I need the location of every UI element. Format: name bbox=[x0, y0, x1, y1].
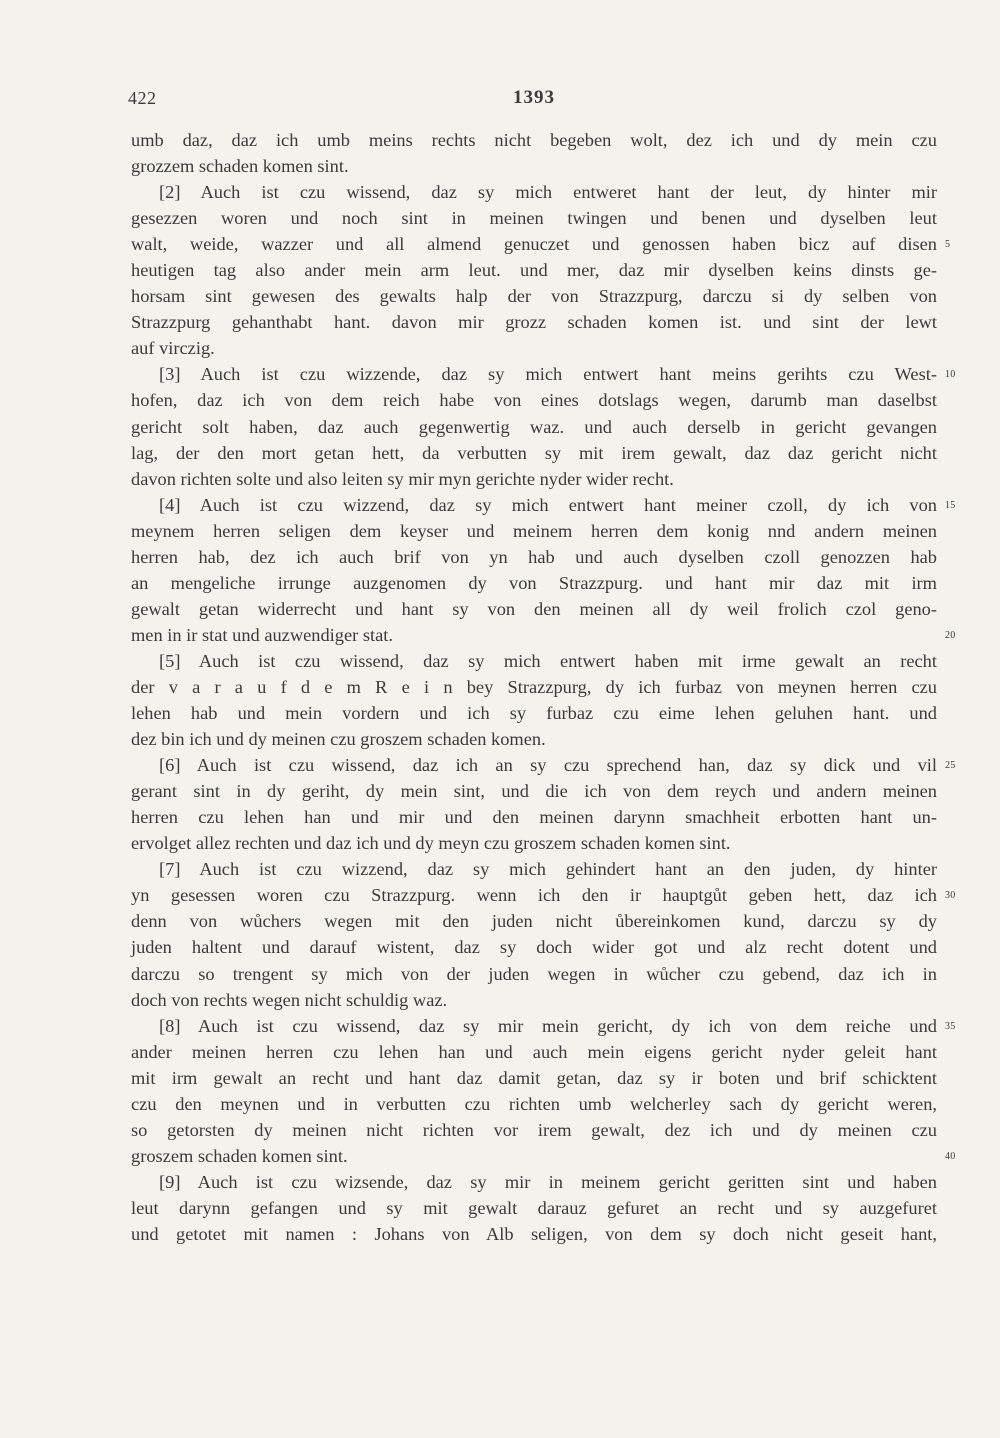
line-text: men in ir stat und auzwendiger stat. bbox=[131, 624, 393, 645]
line-text: [2] Auch ist czu wissend, daz sy mich entweret hant der leut, dy hinter mir bbox=[159, 182, 937, 203]
text-line bbox=[131, 908, 937, 934]
line-text: horsam sint gewesen des gewalts halp der von Strazzpurg, darczu si dy selben von bbox=[131, 286, 937, 307]
line-text: Strazzpurg gehanthabt hant. davon mir grozz schaden komen ist. und sint der lewt bbox=[131, 312, 937, 333]
text-line bbox=[131, 934, 937, 960]
line-text: gerant sint in dy geriht, dy mein sint, und die ich von dem reych und andern meinen bbox=[131, 781, 937, 802]
margin-line-number: 5 bbox=[945, 239, 951, 251]
line-text: lag, der den mort getan hett, da verbutten sy mit irem gewalt, daz daz gericht nicht bbox=[131, 442, 937, 463]
text-line bbox=[131, 440, 937, 466]
line-text: herren hab, dez ich auch brif von yn hab und auch dyselben czoll genozzen hab bbox=[131, 546, 937, 567]
text-line bbox=[131, 700, 937, 726]
text-line bbox=[131, 1169, 937, 1195]
line-text: denn von wůchers wegen mit den juden nicht ůbereinkomen kund, darczu sy dy bbox=[131, 911, 937, 932]
text-line bbox=[131, 127, 937, 153]
text-line bbox=[131, 231, 951, 257]
text-line bbox=[131, 1195, 937, 1221]
margin-line-number: 20 bbox=[945, 629, 956, 641]
line-text: davon richten solte und also leiten sy mir myn gerichte nyder wider recht. bbox=[131, 468, 674, 489]
line-text: [6] Auch ist czu wissend, daz ich an sy czu sprechend han, daz sy dick und vil bbox=[159, 755, 937, 776]
line-text: gesezzen woren und noch sint in meinen twingen und benen und dyselben leut bbox=[131, 208, 937, 229]
text-line bbox=[131, 1091, 937, 1117]
line-text: mit irm gewalt an recht und hant daz damit getan, daz sy ir boten und brif schicktent bbox=[131, 1067, 937, 1088]
page-header bbox=[128, 88, 940, 114]
line-text: [5] Auch ist czu wissend, daz sy mich entwert haben mit irme gewalt an recht bbox=[159, 650, 937, 671]
body-text bbox=[131, 127, 956, 1247]
text-line bbox=[131, 361, 956, 387]
line-text: gericht solt haben, daz auch gegenwertig waz. und auch derselb in gericht gevangen bbox=[131, 416, 937, 437]
line-text: groszem schaden komen sint. bbox=[131, 1145, 348, 1166]
text-line bbox=[131, 1221, 937, 1247]
text-line bbox=[131, 544, 937, 570]
text-line bbox=[131, 830, 937, 856]
margin-line-number: 40 bbox=[945, 1150, 956, 1162]
line-text: ervolget allez rechten und daz ich und dy meyn czu groszem schaden komen sint. bbox=[131, 833, 731, 854]
text-line bbox=[131, 596, 937, 622]
margin-line-number: 10 bbox=[945, 369, 956, 381]
text-line bbox=[131, 961, 937, 987]
text-line bbox=[131, 518, 937, 544]
line-text: walt, weide, wazzer und all almend genuczet und genossen haben bicz auf disen bbox=[131, 234, 937, 255]
text-line bbox=[131, 1143, 956, 1169]
line-text: an mengeliche irrunge auzgenomen dy von Strazzpurg. und hant mir daz mit irm bbox=[131, 572, 937, 593]
text-line bbox=[131, 1117, 937, 1143]
text-line bbox=[131, 1065, 937, 1091]
line-text: herren czu lehen han und mir und den meinen darynn smachheit erbotten hant un- bbox=[131, 807, 937, 828]
text-line bbox=[131, 804, 937, 830]
text-line bbox=[131, 856, 937, 882]
line-text: [9] Auch ist czu wizsende, daz sy mir in meinem gericht geritten sint und haben bbox=[159, 1171, 937, 1192]
line-text: umb daz, daz ich umb meins rechts nicht begeben wolt, dez ich und dy mein czu bbox=[131, 130, 937, 150]
text-line bbox=[131, 179, 937, 205]
text-line bbox=[131, 283, 937, 309]
line-text: yn gesessen woren czu Strazzpurg. wenn ich den ir hauptgůt geben hett, daz ich bbox=[131, 885, 937, 906]
text-line bbox=[131, 257, 937, 283]
text-line bbox=[131, 570, 937, 596]
margin-line-number: 15 bbox=[945, 499, 956, 511]
text-line bbox=[131, 1013, 956, 1039]
line-text: hofen, daz ich von dem reich habe von eines dotslags wegen, darumb man daselbst bbox=[131, 390, 937, 411]
margin-line-number: 35 bbox=[945, 1020, 956, 1032]
line-text: dez bin ich und dy meinen czu groszem schaden komen. bbox=[131, 729, 546, 750]
line-text: lehen hab und mein vordern und ich sy furbaz czu eime lehen geluhen hant. und bbox=[131, 703, 937, 724]
line-text: [7] Auch ist czu wizzend, daz sy mich gehindert hant an den juden, dy hinter bbox=[159, 859, 937, 880]
line-text: meynem herren seligen dem keyser und meinem herren dem konig nnd andern meinen bbox=[131, 520, 937, 541]
text-line bbox=[131, 726, 937, 752]
year-heading: 1393 bbox=[513, 87, 555, 108]
line-text: leut darynn gefangen und sy mit gewalt darauz gefuret an recht und sy auzgefuret bbox=[131, 1197, 937, 1218]
text-line bbox=[131, 752, 956, 778]
line-text: [4] Auch ist czu wizzend, daz sy mich entwert hant meiner czoll, dy ich von bbox=[159, 494, 937, 515]
line-text: juden haltent und darauf wistent, daz sy doch wider got und alz recht dotent und bbox=[131, 937, 937, 958]
line-text: [8] Auch ist czu wissend, daz sy mir mein gericht, dy ich von dem reiche und bbox=[159, 1015, 937, 1036]
text-line bbox=[131, 1039, 937, 1065]
line-text: der v a r a u f d e m R e i n bey Strazzpurg, dy ich furbaz von meynen herren czu bbox=[131, 676, 937, 697]
text-line bbox=[131, 778, 937, 804]
line-text: doch von rechts wegen nicht schuldig waz. bbox=[131, 989, 448, 1010]
margin-line-number: 25 bbox=[945, 760, 956, 772]
text-line bbox=[131, 648, 937, 674]
text-line bbox=[131, 153, 937, 179]
line-text: czu den meynen und in verbutten czu richten umb welcherley sach dy gericht weren, bbox=[131, 1093, 937, 1114]
line-text: grozzem schaden komen sint. bbox=[131, 156, 349, 177]
page-number: 422 bbox=[128, 88, 157, 108]
text-line bbox=[131, 414, 937, 440]
text-line bbox=[131, 466, 937, 492]
line-text: so getorsten dy meinen nicht richten vor irem gewalt, dez ich und dy meinen czu bbox=[131, 1119, 937, 1140]
margin-line-number: 30 bbox=[945, 890, 956, 902]
line-text: ander meinen herren czu lehen han und auch mein eigens gericht nyder geleit hant bbox=[131, 1041, 937, 1062]
text-line bbox=[131, 335, 937, 361]
text-line bbox=[131, 674, 937, 700]
line-text: darczu so trengent sy mich von der juden wegen in wůcher czu gebend, daz ich in bbox=[131, 963, 937, 984]
line-text: gewalt getan widerrecht und hant sy von den meinen all dy weil frolich czol geno- bbox=[131, 598, 937, 619]
text-line bbox=[131, 492, 956, 518]
text-line bbox=[131, 987, 937, 1013]
text-line bbox=[131, 309, 937, 335]
line-text: heutigen tag also ander mein arm leut. und mer, daz mir dyselben keins dinsts ge- bbox=[131, 260, 937, 281]
line-text: [3] Auch ist czu wizzende, daz sy mich entwert hant meins gerihts czu West- bbox=[159, 364, 937, 385]
text-line bbox=[131, 882, 956, 908]
text-line bbox=[131, 387, 937, 413]
text-line bbox=[131, 622, 956, 648]
text-line bbox=[131, 205, 937, 231]
line-text: auf virczig. bbox=[131, 338, 215, 359]
line-text: und getotet mit namen : Johans von Alb seligen, von dem sy doch nicht geseit hant, bbox=[131, 1223, 937, 1244]
